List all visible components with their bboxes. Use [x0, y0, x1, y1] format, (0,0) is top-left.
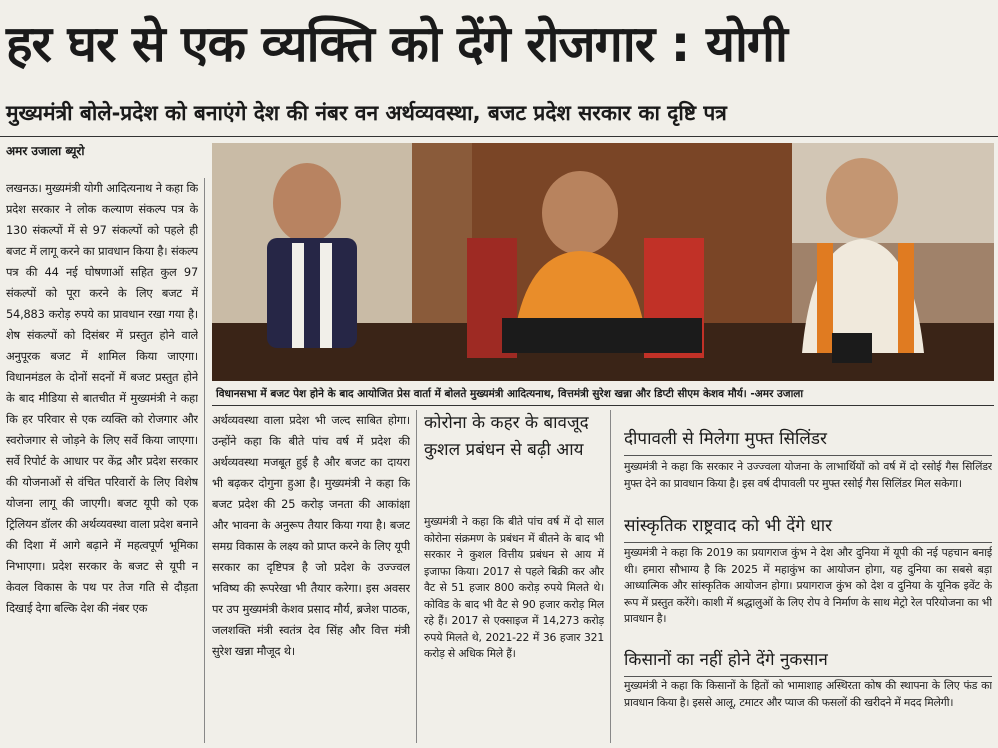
box-heading-culture: सांस्कृतिक राष्ट्रवाद को भी देंगे धार [624, 512, 992, 543]
column-divider [416, 410, 417, 743]
box-text-corona: मुख्यमंत्री ने कहा कि बीते पांच वर्ष में दो साल कोरोना संक्रमण के प्रबंधन में बीतने के बाद भी सरकार ने कुशल वित्तीय प्रबंधन से आय में इजाफा किया। 2017 से पहले बिक्री कर और वैट से 51 हजार 800 करोड़ रुपये मिलते थे। कोविड के बाद भी वैट से 90 हजार करोड़ मिल रहे हैं। 2017 से एक्साइज में 14,273 करोड़ रुपये मिलते थे, 2021-22 में 36 हजार 321 करोड़ से अधिक मिले हैं। [424, 515, 604, 660]
photo-illustration [212, 143, 994, 381]
press-conference-photo [212, 143, 994, 381]
photo-caption: विधानसभा में बजट पेश होने के बाद आयोजित प्रेस वार्ता में बोलते मुख्यमंत्री आदित्यनाथ, वित्तमंत्री सुरेश खन्ना और डिप्टी सीएम केशव मौर्य। -अमर उजाला [212, 383, 994, 405]
box-heading-corona: कोरोना के कहर के बावजूद कुशल प्रबंधन से बढ़ी आय [424, 413, 589, 460]
box-text-cylinder: मुख्यमंत्री ने कहा कि सरकार ने उज्ज्वला योजना के लाभार्थियों को वर्ष में दो रसोई गैस सिलिंडर मुफ्त देने का प्रावधान किया है। इस वर्ष दीपावली पर मुफ्त रसोई गैस सिलिंडर मिल सकेगा। [624, 460, 992, 490]
box-text-farmers: मुख्यमंत्री ने कहा कि किसानों के हितों को भामाशाह अस्थिरता कोष की स्थापना के लिए फंड का प्रावधान किया है। इससे आलू, टमाटर और प्याज की फसलों की खरीदने में मदद मिलेगी। [624, 679, 992, 709]
article-column-1: लखनऊ। मुख्यमंत्री योगी आदित्यनाथ ने कहा कि प्रदेश सरकार ने लोक कल्याण संकल्प पत्र के 130 संकल्पों में से 97 संकल्पों को पहले ही बजट में लागू करने का प्रावधान किया है। संकल्प पत्र की 44 नई घोषणाओं सहित कुल 97 संकल्पों को पूरा करने के लिए बजट में 54,883 करोड़ रुपये का प्रावधान रखा गया है। शेष संकल्पों को दिसंबर में प्रस्तुत होने वाले अनुपूरक बजट में शामिल किया जाएगा। विधानमंडल के दोनों सदनों में बजट प्रस्तुत होने के बाद मीडिया से बातचीत में मुख्यमंत्री ने कहा कि हर परिवार से एक व्यक्ति को रोजगार और स्वरोजगार से जोड़ने के लिए सर्वे किया जाएगा। सर्वे रिपोर्ट के आधार पर केंद्र और प्रदेश सरकार की योजनाओं से वंचित परिवारों के लिए विशेष योजना लागू की जाएगी। बजट यूपी को एक ट्रिलियन डॉलर की अर्थव्यवस्था वाला प्रदेश बनाने की दिशा में आगे बढ़ाने में महत्वपूर्ण भूमिका निभाएगा। प्रदेश सरकार के बजट से यूपी न केवल विकास के पथ पर तेज गति से दौड़ता दिखाई देगा बल्कि देश की नंबर एक [6, 181, 198, 615]
column-divider [610, 410, 611, 743]
divider [0, 136, 998, 137]
box-heading-farmers: किसानों का नहीं होने देंगे नुकसान [624, 646, 992, 677]
box-text-culture: मुख्यमंत्री ने कहा कि 2019 का प्रयागराज कुंभ ने देश और दुनिया में यूपी की नई पहचान बनाई थी। हमारा सौभाग्य है कि 2025 में महाकुंभ का आयोजन होगा, यह दुनिया का सबसे बड़ा आध्यात्मिक और सांस्कृतिक आयोजन होगा। प्रयागराज कुंभ को देश व दुनिया के यूनिक इवेंट के रूप में प्रस्तुत करेंगे। काशी में श्रद्धालुओं के लिए रोप वे निर्माण के साथ मेट्रो रेल परियोजना का भी प्रावधान है। [624, 546, 992, 625]
headline: हर घर से एक व्यक्ति को देंगे रोजगार : योगी [6, 15, 788, 73]
subheadline: मुख्यमंत्री बोले-प्रदेश को बनाएंगे देश की नंबर वन अर्थव्यवस्था, बजट प्रदेश सरकार का दृष्टि पत्र [6, 101, 727, 125]
article-column-2: अर्थव्यवस्था वाला प्रदेश भी जल्द साबित होगा। उन्होंने कहा कि बीते पांच वर्ष में प्रदेश की अर्थव्यवस्था मजबूत हुई है और बजट का दायरा भी बढ़कर दोगुना हुआ है। मुख्यमंत्री ने कहा कि बजट प्रदेश की 25 करोड़ जनता की आकांक्षा और भावना के अनुरूप तैयार किया गया है। बजट समग्र विकास के लक्ष्य को प्राप्त करने के लिए यूपी सरकार का दृष्टिपत्र है जो प्रदेश के उज्ज्वल भविष्य की रूपरेखा भी तैयार करेगा। इस अवसर पर उप मुख्यमंत्री केशव प्रसाद मौर्य, ब्रजेश पाठक, जलशक्ति मंत्री स्वतंत्र देव सिंह और वित्त मंत्री सुरेश खन्ना मौजूद थे। [212, 413, 410, 658]
divider [212, 405, 994, 406]
box-heading-cylinder: दीपावली से मिलेगा मुफ्त सिलिंडर [624, 425, 992, 456]
byline: अमर उजाला ब्यूरो [6, 144, 85, 158]
column-divider [204, 178, 205, 743]
